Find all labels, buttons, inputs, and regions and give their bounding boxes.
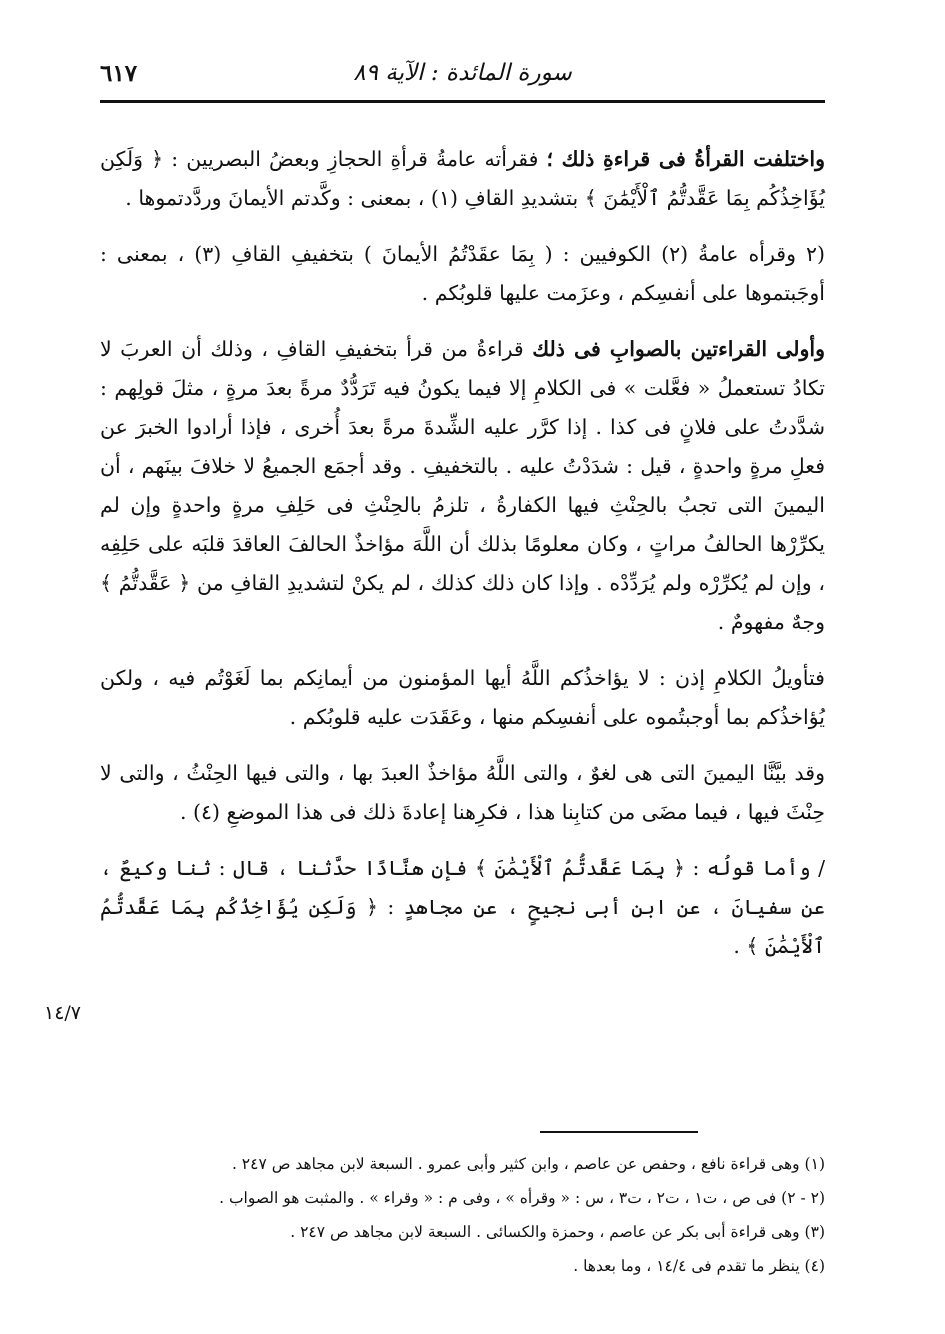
paragraph-text: (٢ وقرأه عامةُ (٢) الكوفيين : ( بِمَا عقَدْتُمُ الأيمانَ ) بتخفيفِ القافِ (٣) ، بمعنى : أوجَبتموها على أنفسِكم ، وعزَمت عليها قلوبُكم . <box>100 242 825 305</box>
paragraph <box>100 140 825 218</box>
paragraph <box>100 849 825 966</box>
footnotes <box>100 1150 825 1286</box>
footnote: (١) وهى قراءة نافع ، وحفص عن عاصم ، وابن كثير وأبى عمرو . السبعة لابن مجاهد ص ٢٤٧ . <box>231 1155 825 1173</box>
header-rule <box>100 100 825 103</box>
page-number: ٦١٧ <box>100 60 138 87</box>
paragraph <box>100 330 825 642</box>
footnote-rule <box>540 1131 698 1133</box>
paragraph-lead: واختلفت القرأةُ فى قراءةِ ذلك ؛ <box>546 147 825 171</box>
footnote: (٣) وهى قراءة أبى بكر عن عاصم ، وحمزة والكسائى . السبعة لابن مجاهد ص ٢٤٧ . <box>290 1223 825 1241</box>
paragraph-text: فتأويلُ الكلامِ إذن : لا يؤاخذُكم اللَّهُ أيها المؤمنون من أيمانِكم بما لَغَوْتُم فيه ، ولكن يُؤاخذُكم بما أوجبتُموه على أنفسِكم منها ، وعَقَدَت عليه قلوبُكم . <box>100 666 825 729</box>
paragraph <box>100 754 825 832</box>
paragraph-text: فقرأته عامةُ قرأةِ الحجازِ وبعضُ البصريين : ﴿ وَلَكِن يُؤَاخِذُكُم بِمَا عَقَّدتُّمُ ٱلْأَيْمَٰنَ ﴾ بتشديدِ القافِ (١) ، بمعنى : وكَّدتم الأيمانَ وردَّدتموها . <box>100 147 825 210</box>
header-title: سورة المائدة : الآية ٨٩ <box>353 60 572 86</box>
paragraph <box>100 235 825 313</box>
paragraph-lead: وأولى القراءتين بالصوابِ فى ذلك <box>532 337 825 361</box>
footnote: (٤) ينظر ما تقدم فى ١٤/٤ ، وما بعدها . <box>573 1257 825 1275</box>
main-text <box>100 140 825 983</box>
margin-reference: ١٤/٧ <box>44 1002 82 1024</box>
paragraph-text: وقد بيَّنَّا اليمينَ التى هى لغوٌ ، والتى اللَّهُ مؤاخذٌ العبدَ بها ، والتى فيها الحِنْثُ ، والتى لا حِنْثَ فيها ، فيما مضَى من كتابِنا هذا ، فكرِهنا إعادةَ ذلك فى هذا الموضعِ (٤) . <box>100 761 825 824</box>
footnote: (٢ - ٢) فى ص ، ت١ ، ت٢ ، ت٣ ، س : « وقرأه » ، وفى م : « وقراء » . والمثبت هو الصواب . <box>219 1189 825 1207</box>
paragraph-text: قراءةُ من قرأ بتخفيفِ القافِ ، وذلك أن العربَ لا تكادُ تستعملُ « فعَّلت » فى الكلامِ إلا فيما يكونُ فيه تَرَدُّدٌ مرةً بعدَ مرةٍ ، مثلَ قولِهم : شدَّدتُ على فلانٍ فى كذا . إذا كرَّر عليه الشِّدةَ مرةً بعدَ أُخرى ، فإذا أرادوا الخبرَ عن فعلِ مرةٍ واحدةٍ ، قيل : شدَدْتُ عليه . بالتخفيفِ . وقد أجمَع الجميعُ لا خلافَ بينَهم ، أن اليمينَ التى تجبُ بالحِنْثِ فيها الكفارةُ ، تلزمُ بالحِنْثِ فى حَلِفِ مرةٍ واحدةٍ وإن لم يكرِّرْها الحالفُ مراتٍ ، وكان معلومًا بذلك أن اللَّهَ مؤاخذٌ الحالفَ العاقدَ قلبَه على حَلِفِه ، وإن لم يُكرِّرْه ولم يُرَدِّدْه . وإذا كان ذلك كذلك ، لم يكنْ لتشديدِ القافِ من ﴿ عَقَّدتُّمُ ﴾ وجهٌ مفهومٌ . <box>100 337 825 634</box>
paragraph <box>100 659 825 737</box>
running-header <box>100 58 825 94</box>
paragraph-text: / وأما قولُه : ﴿ بِمَا عَقَّدتُّمُ ٱلْأَيْمَٰنَ ﴾ فإن هنَّادًا حدَّثنا ، قال : ثنا وكيعٌ ، عن سفيانَ ، عن ابنِ أبى نجيحٍ ، عن مجاهدٍ : ﴿ وَلَكِن يُؤَاخِذُكُم بِمَا عَقَّدتُّمُ ٱلْأَيْمَٰنَ ﴾ . <box>100 856 825 958</box>
